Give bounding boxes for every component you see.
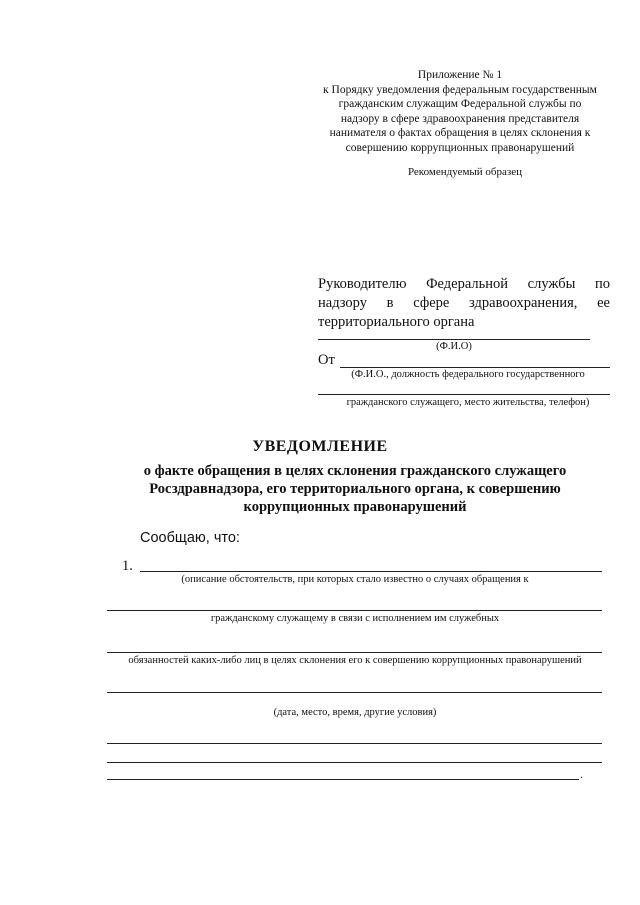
appendix-line: к Порядку уведомления федеральным государственным xyxy=(323,83,597,96)
addressee-line: территориального органа xyxy=(318,314,475,330)
from-field-line[interactable] xyxy=(340,367,610,368)
description-field-line[interactable] xyxy=(140,571,602,572)
end-period: . xyxy=(580,767,583,781)
appendix-line: совершению коррупционных правонарушений xyxy=(345,141,575,154)
description-field-line[interactable] xyxy=(107,652,602,653)
addressee-block xyxy=(318,275,610,332)
appendix-block xyxy=(310,68,610,155)
addressee-line: надзору в сфере здравоохранения, ее xyxy=(318,295,610,311)
conditions-caption: (дата, место, время, другие условия) xyxy=(273,707,437,718)
subtitle-line: о факте обращения в целях склонения гражданского служащего xyxy=(143,463,567,479)
description-caption: гражданскому служащему в связи с исполнением им служебных xyxy=(210,613,500,624)
from-caption: (Ф.И.О., должность федерального государственного xyxy=(351,369,585,380)
addressee-line: Руководителю Федеральной службы по xyxy=(318,276,610,292)
notice-title: УВЕДОМЛЕНИЕ xyxy=(252,438,388,455)
description-field-line[interactable] xyxy=(107,610,602,611)
sample-note: Рекомендуемый образец xyxy=(407,166,523,178)
appendix-line: гражданским служащим Федеральной службы по xyxy=(338,98,582,110)
fio-field-line[interactable] xyxy=(318,339,590,340)
report-text: Сообщаю, что: xyxy=(140,530,240,546)
appendix-title: Приложение № 1 xyxy=(417,69,503,81)
conditions-field-line[interactable] xyxy=(107,743,602,744)
subtitle-line: Росздравнадзора, его территориального органа, к совершению xyxy=(149,481,561,497)
appendix-line: нанимателя о фактах обращения в целях склонения к xyxy=(329,127,591,139)
from-caption: гражданского служащего, место жительства, телефон) xyxy=(346,397,590,408)
appendix-line: надзору в сфере здравоохранения представителя xyxy=(340,112,580,125)
description-caption: (описание обстоятельств, при которых стало известно о случаях обращения к xyxy=(181,574,529,585)
fio-caption: (Ф.И.О) xyxy=(436,341,472,352)
item-number: 1. xyxy=(122,558,133,574)
subtitle-line: коррупционных правонарушений xyxy=(243,499,467,515)
description-caption: обязанностей каких-либо лиц в целях склонения его к совершению коррупционных правонарушений xyxy=(128,655,582,666)
from-field-line-2[interactable] xyxy=(318,394,610,395)
conditions-field-line[interactable] xyxy=(107,762,602,763)
conditions-field-line[interactable] xyxy=(107,779,579,780)
from-label: От xyxy=(318,352,335,368)
notice-subtitle xyxy=(120,462,590,516)
conditions-field-line[interactable] xyxy=(107,692,602,693)
